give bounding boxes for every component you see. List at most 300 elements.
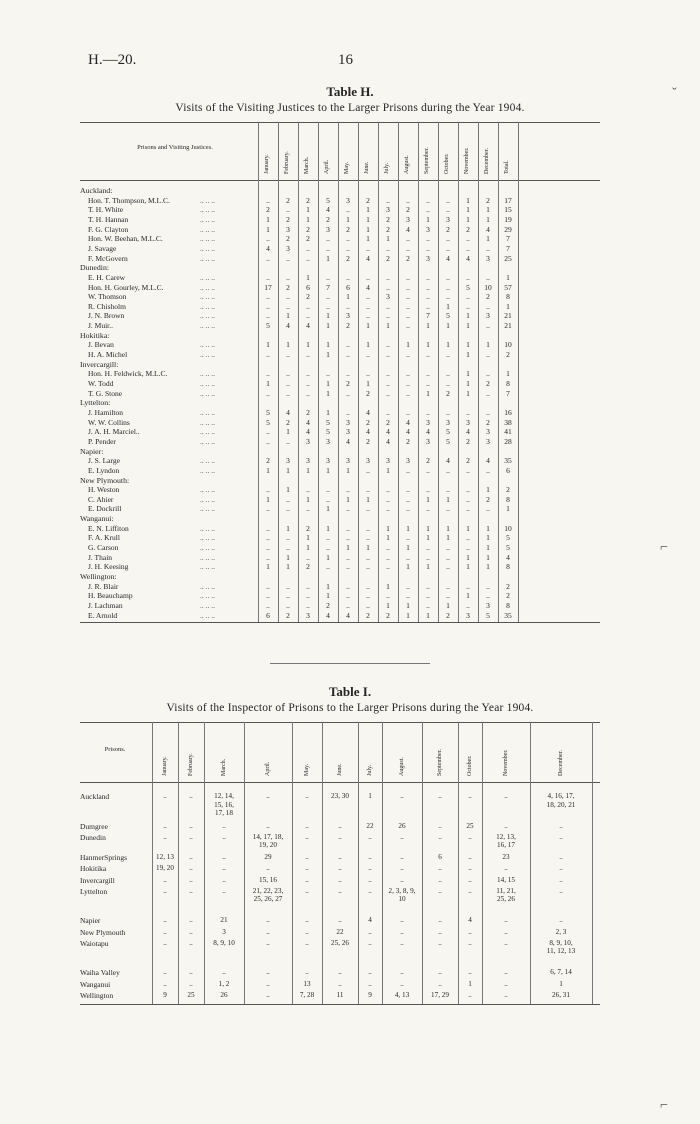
table-h-cell: .. (286, 581, 290, 591)
table-i-cell: .. (400, 916, 404, 925)
table-h-cell: 2 (506, 485, 510, 495)
table-h-cell: .. (266, 311, 270, 321)
table-h-cell: 1 (266, 494, 270, 504)
table-h-cell: 3 (446, 417, 450, 427)
table-h-cell: .. (406, 311, 410, 321)
table-h-cell: 3 (486, 436, 490, 446)
table-i-cell: .. (468, 875, 472, 884)
table-h-cell: 2 (466, 436, 470, 446)
table-h-cell: .. (306, 388, 310, 398)
table-h-cell: .. (286, 591, 290, 601)
table-h-cell: 1 (366, 543, 370, 553)
table-h-cell: 1 (486, 205, 490, 215)
table-h-cell: 3 (406, 456, 410, 466)
table-h-cell: 3 (386, 456, 390, 466)
table-h-cell: 1 (486, 533, 490, 543)
table-h-cell: .. (286, 369, 290, 379)
table-i-cell: 2, 3 (555, 927, 567, 936)
table-h-cell: 3 (426, 224, 430, 234)
table-i-cell: 26, 31 (552, 990, 570, 999)
table-h-cell: 1 (306, 465, 310, 475)
table-h-cell: 2 (506, 581, 510, 591)
table-h-cell: .. (426, 485, 430, 495)
table-i-cell: .. (468, 990, 472, 999)
table-h-cell: 1 (266, 562, 270, 572)
table-h-leader-dots: .. .. .. (200, 340, 215, 350)
table-h-cell: 2 (286, 282, 290, 292)
table-i-cell: .. (163, 792, 167, 800)
table-h-cell: .. (426, 407, 430, 417)
table-h-cell: .. (386, 301, 390, 311)
table-h-cell: 2 (286, 234, 290, 244)
table-i-cell: .. (189, 886, 193, 895)
table-h-cell: 2 (386, 610, 390, 620)
table-h-cell: .. (346, 272, 350, 282)
table-i-cell: .. (438, 832, 442, 841)
table-i-column-rule (482, 722, 483, 1004)
table-i-cell: .. (368, 853, 372, 862)
table-i-prison-name: Wanganui (80, 979, 111, 989)
table-h-cell: .. (346, 485, 350, 495)
table-h-justice-name: J. Bevan (88, 340, 114, 350)
table-h-cell: 1 (386, 600, 390, 610)
table-h-cell: .. (406, 195, 410, 205)
table-h-cell: 1 (466, 379, 470, 388)
table-i-cell: .. (189, 938, 193, 947)
table-h-cell: .. (306, 600, 310, 610)
table-i-month-header: November. (503, 749, 509, 776)
table-h-cell: 1 (286, 465, 290, 475)
table-h-cell: .. (406, 533, 410, 543)
table-h-cell: 1 (506, 504, 510, 514)
table-h-cell: 2 (446, 224, 450, 234)
table-h-bottom-rule (80, 622, 600, 623)
table-h-cell: .. (286, 301, 290, 311)
table-i-subtitle: Visits of the Inspector of Prisons to the Larger Prisons during the Year 1904. (166, 702, 534, 714)
table-h-cell: 2 (486, 417, 490, 427)
table-h-cell: 17 (264, 282, 272, 292)
table-h-cell: 3 (446, 214, 450, 224)
table-i-cell: .. (468, 853, 472, 862)
table-i-cell: .. (400, 875, 404, 884)
table-h-cell: 1 (486, 485, 490, 495)
table-i-cell: .. (222, 853, 226, 862)
table-h-justice-name: F. A. Krull (88, 533, 120, 543)
table-i-cell: .. (305, 864, 309, 873)
table-h-cell: .. (486, 504, 490, 514)
table-i-month-header: January. (162, 756, 168, 776)
table-h-cell: .. (266, 253, 270, 263)
table-h-cell: .. (286, 504, 290, 514)
table-h-cell: 6 (306, 282, 310, 292)
table-h-cell: 1 (406, 543, 410, 553)
table-i-cell: .. (400, 832, 404, 841)
table-h-cell: .. (346, 243, 350, 253)
table-h-cell: .. (466, 407, 470, 417)
table-i-cell: .. (438, 821, 442, 830)
table-h-cell: .. (266, 523, 270, 533)
table-i-cell: 4 (468, 916, 472, 925)
table-h-cell: 3 (486, 253, 490, 263)
table-h-cell: 3 (306, 610, 310, 620)
table-h-justice-name: H. Weston (88, 485, 120, 495)
table-i-cell: 15, 16 (259, 875, 277, 884)
table-h-cell: .. (266, 436, 270, 446)
table-h-cell: 1 (266, 224, 270, 234)
table-h-cell: .. (286, 543, 290, 553)
table-i-cell: 4, 13 (394, 990, 410, 999)
table-h-cell: .. (426, 205, 430, 215)
table-h-cell: 3 (426, 436, 430, 446)
table-h-cell: 2 (286, 610, 290, 620)
table-h-cell: 3 (346, 311, 350, 321)
table-h-cell: 1 (366, 340, 370, 350)
table-h-cell: 3 (326, 224, 330, 234)
table-h-month-header: May. (344, 161, 350, 174)
table-h-month-header: July. (384, 162, 390, 174)
table-h-cell: .. (346, 340, 350, 350)
table-h-cell: 1 (326, 253, 330, 263)
table-h-cell: 28 (504, 436, 512, 446)
table-i-cell: .. (438, 968, 442, 977)
table-h-cell: .. (266, 581, 270, 591)
table-h-cell: .. (286, 533, 290, 543)
table-i-column-rule (530, 722, 531, 1004)
table-h-cell: 4 (306, 427, 310, 437)
table-h-cell: 1 (266, 214, 270, 224)
table-h-cell: 1 (286, 562, 290, 572)
table-i-cell: .. (189, 927, 193, 936)
table-h-cell: .. (346, 369, 350, 379)
table-h-leader-dots: .. .. .. (200, 350, 215, 360)
table-h-cell: 3 (286, 224, 290, 234)
table-h-cell: 3 (286, 243, 290, 253)
table-i-cell: .. (266, 864, 270, 873)
table-h-cell: 1 (366, 321, 370, 331)
table-i-cell: .. (504, 792, 508, 800)
table-h-justice-name: J. A. H. Marciel.. (88, 427, 140, 437)
table-i-month-header: August. (399, 757, 405, 776)
table-h-cell: 4 (466, 253, 470, 263)
document-code: H.—20. (88, 52, 137, 68)
table-i-cell: .. (338, 864, 342, 873)
table-i-bottom-rule (80, 1004, 600, 1005)
table-h-cell: .. (266, 552, 270, 562)
table-h-cell: .. (326, 543, 330, 553)
table-h-cell: 1 (306, 272, 310, 282)
table-i-cell: .. (438, 927, 442, 936)
margin-mark-icon: ⌐ (660, 540, 668, 555)
table-h-month-header: October. (444, 153, 450, 174)
table-h-cell: 2 (466, 456, 470, 466)
table-h-group-label: Hokitika: (80, 330, 110, 340)
table-h-cell: .. (466, 485, 470, 495)
table-h-cell: 4 (466, 427, 470, 437)
table-i-prison-name: Napier (80, 916, 101, 926)
table-i-cell: .. (504, 821, 508, 830)
table-h-cell: 57 (504, 282, 512, 292)
table-h-column-rule (518, 122, 519, 622)
table-h-cell: 2 (506, 350, 510, 360)
table-h-leader-dots: .. .. .. (200, 311, 215, 321)
table-i-cell: 23, 30 (331, 792, 349, 800)
table-h-cell: 29 (504, 224, 512, 234)
table-h-cell: .. (466, 272, 470, 282)
table-h-cell: 5 (266, 407, 270, 417)
table-h-cell: .. (346, 523, 350, 533)
table-h-cell: .. (306, 369, 310, 379)
table-h-cell: .. (286, 388, 290, 398)
table-h-justice-name: W. Thomson (88, 292, 127, 302)
table-h-cell: 2 (346, 321, 350, 331)
table-h-cell: 1 (346, 214, 350, 224)
table-h-cell: 1 (366, 234, 370, 244)
table-i-prison-name: Waiotapu (80, 938, 109, 948)
table-i-cell: .. (189, 821, 193, 830)
table-h-first-col-header: Prisons and Visiting Justices. (137, 144, 213, 151)
table-h-justice-name: J. R. Blair (88, 581, 119, 591)
table-h-group-label: New Plymouth: (80, 475, 130, 485)
table-h-cell: 35 (504, 456, 512, 466)
table-h-cell: .. (386, 272, 390, 282)
table-h-month-header: January. (264, 154, 270, 174)
table-h-cell: .. (306, 591, 310, 601)
table-h-cell: .. (326, 494, 330, 504)
table-h-leader-dots: .. .. .. (200, 543, 215, 553)
table-i-month-header: June. (337, 763, 343, 776)
table-i-cell: 1 (368, 792, 372, 800)
table-h-cell: 16 (504, 407, 512, 417)
table-h-cell: .. (346, 591, 350, 601)
table-h-cell: .. (406, 388, 410, 398)
table-i-cell: .. (368, 886, 372, 895)
table-h-cell: 10 (484, 282, 492, 292)
table-h-cell: 4 (346, 436, 350, 446)
table-h-justice-name: T. H. Hannan (88, 214, 129, 224)
table-i-cell: 25 (187, 990, 195, 999)
table-h-cell: .. (326, 485, 330, 495)
table-h-cell: 1 (306, 494, 310, 504)
table-h-cell: .. (446, 195, 450, 205)
table-i-cell: 25 (466, 821, 474, 830)
table-i-cell: .. (305, 821, 309, 830)
table-h-cell: 4 (406, 427, 410, 437)
table-h-cell: 2 (326, 600, 330, 610)
table-h-leader-dots: .. .. .. (200, 581, 215, 591)
table-h-cell: .. (266, 485, 270, 495)
table-i-cell: 26 (398, 821, 406, 830)
table-i-cell: .. (468, 938, 472, 947)
table-h-leader-dots: .. .. .. (200, 253, 215, 263)
table-h-cell: .. (486, 243, 490, 253)
table-h-cell: .. (486, 581, 490, 591)
table-i-cell: .. (305, 853, 309, 862)
table-i-month-header: September. (437, 749, 443, 776)
table-i-cell: 21 (220, 916, 228, 925)
table-h-cell: 2 (426, 456, 430, 466)
table-i-prison-name: Waiha Valley (80, 968, 120, 978)
table-h-leader-dots: .. .. .. (200, 379, 215, 388)
table-h-cell: .. (466, 600, 470, 610)
table-h-cell: 1 (306, 205, 310, 215)
table-h-cell: .. (426, 379, 430, 388)
table-h-leader-dots: .. .. .. (200, 224, 215, 234)
table-i-cell: .. (438, 886, 442, 895)
table-i-cell: .. (266, 979, 270, 988)
margin-mark-icon: ⌐ (660, 1098, 668, 1113)
table-h-cell: .. (286, 350, 290, 360)
table-h-cell: 2 (366, 195, 370, 205)
table-h-cell: 1 (346, 543, 350, 553)
table-h-cell: .. (266, 301, 270, 311)
table-h-cell: 3 (286, 456, 290, 466)
table-h-cell: .. (366, 523, 370, 533)
table-h-month-header: March. (304, 156, 310, 174)
table-i-cell: 1 (468, 979, 472, 988)
table-h-cell: 4 (486, 224, 490, 234)
table-i-prison-name: New Plymouth (80, 927, 126, 937)
table-h-justice-name: Hon. H. Feldwick, M.L.C. (88, 369, 168, 379)
table-h-cell: 17 (504, 195, 512, 205)
table-h-month-header: December. (484, 148, 490, 174)
table-h-cell: 2 (386, 417, 390, 427)
table-i-cell: .. (559, 886, 563, 895)
table-h-cell: .. (406, 350, 410, 360)
table-h-cell: 1 (446, 533, 450, 543)
table-i-cell: .. (438, 916, 442, 925)
table-h-cell: .. (426, 552, 430, 562)
table-h-cell: 1 (506, 272, 510, 282)
table-h-justice-name: E. Arnold (88, 610, 118, 620)
table-h-cell: .. (266, 591, 270, 601)
table-h-cell: 5 (326, 417, 330, 427)
table-h-justice-name: W. Todd (88, 379, 114, 388)
table-h-cell: .. (406, 272, 410, 282)
table-h-cell: 1 (466, 562, 470, 572)
table-i-cell: 9 (368, 990, 372, 999)
table-h-cell: 1 (486, 552, 490, 562)
table-h-justice-name: Hon. W. Beehan, M.L.C. (88, 234, 163, 244)
table-h-justice-name: J. Savage (88, 243, 117, 253)
table-h-cell: 41 (504, 427, 512, 437)
table-h-cell: 1 (466, 552, 470, 562)
table-h-justice-name: G. Carson (88, 543, 119, 553)
table-h-cell: 8 (506, 562, 510, 572)
table-h-cell: .. (366, 465, 370, 475)
table-i-cell: .. (189, 853, 193, 862)
table-h-cell: 8 (506, 292, 510, 302)
table-h-cell: 3 (306, 456, 310, 466)
table-i-cell: .. (305, 938, 309, 947)
table-i-cell: .. (504, 927, 508, 936)
table-h-cell: 5 (446, 311, 450, 321)
table-h-justice-name: J. S. Large (88, 456, 120, 466)
table-i-cell: .. (438, 875, 442, 884)
table-h-cell: 19 (504, 214, 512, 224)
table-h-leader-dots: .. .. .. (200, 388, 215, 398)
table-i-cell: .. (305, 792, 309, 800)
table-h-cell: .. (406, 292, 410, 302)
table-h-cell: 2 (266, 205, 270, 215)
table-i-column-rule (592, 722, 593, 1004)
table-h-cell: 4 (366, 407, 370, 417)
table-h-cell: 4 (266, 243, 270, 253)
table-h-cell: .. (346, 533, 350, 543)
table-i-cell: .. (266, 938, 270, 947)
table-i-cell: 9 (163, 990, 167, 999)
table-h-cell: .. (326, 292, 330, 302)
table-h-cell: .. (426, 350, 430, 360)
table-h-cell: 8 (506, 600, 510, 610)
table-h-month-header: August. (404, 155, 410, 174)
table-i-column-rule (178, 722, 179, 1004)
table-h-cell: 4 (326, 610, 330, 620)
table-i-cell: .. (266, 792, 270, 800)
table-h-cell: 6 (346, 282, 350, 292)
table-i-cell: .. (305, 968, 309, 977)
table-h-cell: 1 (486, 214, 490, 224)
table-h-group-label: Dunedin: (80, 263, 110, 273)
table-h-leader-dots: .. .. .. (200, 234, 215, 244)
table-i-column-rule (292, 722, 293, 1004)
table-h-cell: .. (366, 292, 370, 302)
table-h-cell: 1 (466, 591, 470, 601)
table-h-leader-dots: .. .. .. (200, 195, 215, 205)
table-i-month-header: February. (188, 753, 194, 776)
table-i-prison-name: Wellington (80, 990, 114, 1000)
table-h-cell: .. (266, 292, 270, 302)
table-h-cell: .. (306, 253, 310, 263)
table-h-cell: 4 (286, 407, 290, 417)
table-i-cell: .. (189, 864, 193, 873)
table-h-cell: .. (486, 321, 490, 331)
table-h-cell: 5 (446, 427, 450, 437)
table-h-cell: 21 (504, 321, 512, 331)
table-i-month-header: July. (367, 764, 373, 776)
table-i-cell: 14, 17, 18, 19, 20 (252, 832, 284, 850)
table-h-justice-name: J. Thain (88, 552, 113, 562)
table-h-cell: 1 (326, 523, 330, 533)
table-h-cell: 2 (306, 195, 310, 205)
table-h-justice-name: T. G. Stone (88, 388, 123, 398)
table-i-cell: .. (438, 979, 442, 988)
table-h-cell: 2 (286, 417, 290, 427)
table-h-cell: 2 (306, 407, 310, 417)
table-h-justice-name: E. H. Carew (88, 272, 126, 282)
table-h-cell: .. (426, 272, 430, 282)
table-h-justice-name: J. Muir.. (88, 321, 114, 331)
table-h-cell: 2 (486, 494, 490, 504)
table-h-cell: .. (466, 465, 470, 475)
table-h-cell: 7 (506, 243, 510, 253)
table-h-cell: 1 (346, 465, 350, 475)
table-h-cell: .. (426, 504, 430, 514)
table-h-cell: 1 (266, 340, 270, 350)
table-i-cell: 12, 13 (156, 853, 174, 862)
table-i-cell: .. (468, 968, 472, 977)
table-h-cell: .. (346, 234, 350, 244)
table-h-cell: 1 (346, 292, 350, 302)
table-i-header-rule (80, 782, 600, 783)
table-h-cell: .. (386, 311, 390, 321)
table-h-cell: .. (406, 321, 410, 331)
table-h-cell: .. (406, 407, 410, 417)
table-i-cell: 26 (220, 990, 228, 999)
table-h-cell: .. (286, 272, 290, 282)
table-h-cell: .. (266, 543, 270, 553)
table-h-justice-name: J. Lachman (88, 600, 123, 610)
table-h-cell: 1 (326, 388, 330, 398)
